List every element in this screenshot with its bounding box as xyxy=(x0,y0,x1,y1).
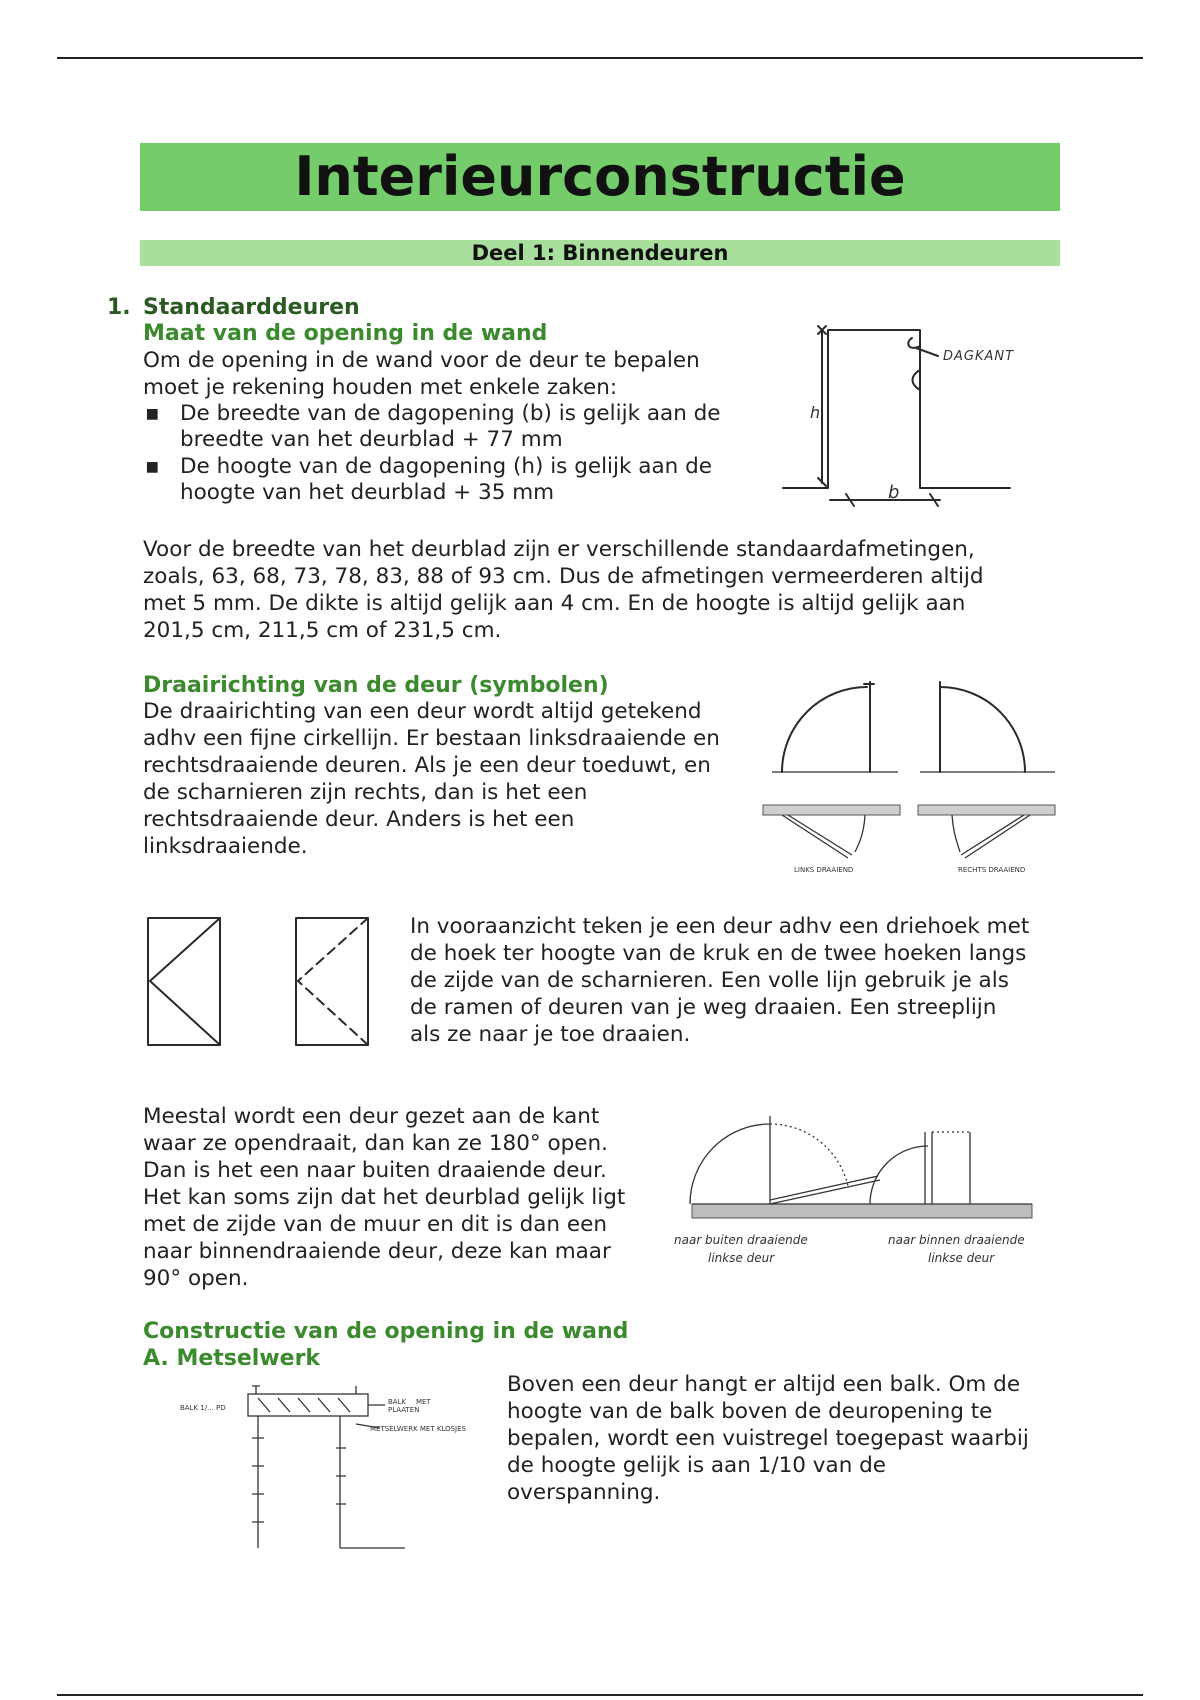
sizes-line: Voor de breedte van het deurblad zijn er verschillende standaardafmetingen, xyxy=(143,537,975,562)
front-view-line: de zijde van de scharnieren. Een volle lijn gebruik je als xyxy=(410,968,1009,993)
beam-line: de hoogte gelijk is aan 1/10 van de xyxy=(507,1453,887,1478)
opening-side-line: naar binnendraaiende deur, deze kan maar xyxy=(143,1239,611,1264)
title-banner xyxy=(140,143,1060,211)
direction-line: adhv een fijne cirkellijn. Er bestaan linksdraaiende en xyxy=(143,726,720,751)
bullet-marker: ▪ xyxy=(145,401,160,426)
label-rechts-draaiend: RECHTS DRAAIEND xyxy=(958,866,1026,874)
opening-side-line: waar ze opendraait, dan kan ze 180° open. xyxy=(143,1131,608,1156)
beam-line: Boven een deur hangt er altijd een balk. Om de xyxy=(507,1372,1021,1397)
opening-side-line: Het kan soms zijn dat het deurblad gelijk ligt xyxy=(143,1185,626,1210)
label-in-1: naar binnen draaiende xyxy=(888,1233,1025,1247)
section-heading: Standaarddeuren xyxy=(143,295,360,320)
label-in-2: linkse deur xyxy=(928,1251,995,1265)
subtitle-banner xyxy=(140,240,1060,266)
opening-side-line: Dan is het een naar buiten draaiende deur. xyxy=(143,1158,607,1183)
beam-line: bepalen, wordt een vuistregel toegepast waarbij xyxy=(507,1426,1029,1451)
bullet-line: hoogte van het deurblad + 35 mm xyxy=(180,480,555,505)
subheading-masonry: A. Metselwerk xyxy=(143,1346,321,1371)
bullet-line: De hoogte van de dagopening (h) is gelijk aan de xyxy=(180,454,712,479)
label-links-draaiend: LINKS DRAAIEND xyxy=(794,866,854,874)
beam-line: overspanning. xyxy=(507,1480,661,1505)
direction-line: rechtsdraaiende deuren. Als je een deur toeduwt, en xyxy=(143,753,711,778)
swing-plan-figure xyxy=(670,1110,1050,1270)
subheading-construction: Constructie van de opening in de wand xyxy=(143,1319,629,1344)
bullet-height xyxy=(143,454,763,506)
label-beam-2: MET xyxy=(416,1398,431,1406)
opening-side-line: met de zijde van de muur en dit is dan een xyxy=(143,1212,607,1237)
opening-side-line: Meestal wordt een deur gezet aan de kant xyxy=(143,1104,600,1129)
opening-side-line: 90° open. xyxy=(143,1266,249,1291)
sizes-line: zoals, 63, 68, 73, 78, 83, 88 of 93 cm. Dus de afmetingen vermeerderen altijd xyxy=(143,564,984,589)
front-view-line: als ze naar je toe draaien. xyxy=(410,1022,691,1047)
beam-line: hoogte van de balk boven de deuropening te xyxy=(507,1399,993,1424)
label-beam-3: PLAATEN xyxy=(388,1406,420,1414)
masonry-sketch-figure xyxy=(180,1378,500,1558)
bullet-line: breedte van het deurblad + 77 mm xyxy=(180,427,563,452)
front-view-figure xyxy=(142,905,402,1055)
bottom-rule xyxy=(57,1694,1143,1696)
top-rule xyxy=(57,57,1143,59)
sizes-line: met 5 mm. De dikte is altijd gelijk aan 4 cm. En de hoogte is altijd gelijk aan xyxy=(143,591,966,616)
intro-line: moet je rekening houden met enkele zaken: xyxy=(143,375,618,400)
intro-line: Om de opening in de wand voor de deur te bepalen xyxy=(143,348,700,373)
sizes-line: 201,5 cm, 211,5 cm of 231,5 cm. xyxy=(143,618,502,643)
section-number: 1. xyxy=(107,295,131,320)
subheading-opening: Maat van de opening in de wand xyxy=(143,321,548,346)
label-dagkant: DAGKANT xyxy=(943,349,1015,364)
label-out-2: linkse deur xyxy=(708,1251,775,1265)
bullet-width xyxy=(143,401,763,453)
direction-line: rechtsdraaiende deur. Anders is het een xyxy=(143,807,575,832)
bullet-marker: ▪ xyxy=(145,454,160,479)
label-b: b xyxy=(888,482,900,503)
front-view-line: de ramen of deuren van je weg draaien. Een streeplijn xyxy=(410,995,997,1020)
label-h: h xyxy=(810,403,821,422)
direction-line: linksdraaiende. xyxy=(143,834,308,859)
bullet-line: De breedte van de dagopening (b) is gelijk aan de xyxy=(180,401,721,426)
label-left-beam: BALK 1/... PD xyxy=(180,1404,226,1412)
subheading-direction: Draairichting van de deur (symbolen) xyxy=(143,673,609,698)
page-subtitle: Deel 1: Binnendeuren xyxy=(471,241,729,265)
opening-sketch-figure xyxy=(780,318,1060,518)
dimension-bullets xyxy=(143,401,763,507)
label-out-1: naar buiten draaiende xyxy=(674,1233,808,1247)
swing-symbols-figure xyxy=(760,662,1060,882)
page-title: Interieurconstructie xyxy=(294,145,906,208)
front-view-line: de hoek ter hoogte van de kruk en de twee hoeken langs xyxy=(410,941,1027,966)
label-anchor: METSELWERK MET KLOSJES xyxy=(370,1425,466,1433)
label-beam-1: BALK xyxy=(388,1398,407,1406)
direction-line: De draairichting van een deur wordt altijd getekend xyxy=(143,699,702,724)
front-view-line: In vooraanzicht teken je een deur adhv een driehoek met xyxy=(410,914,1030,939)
direction-line: de scharnieren zijn rechts, dan is het een xyxy=(143,780,588,805)
